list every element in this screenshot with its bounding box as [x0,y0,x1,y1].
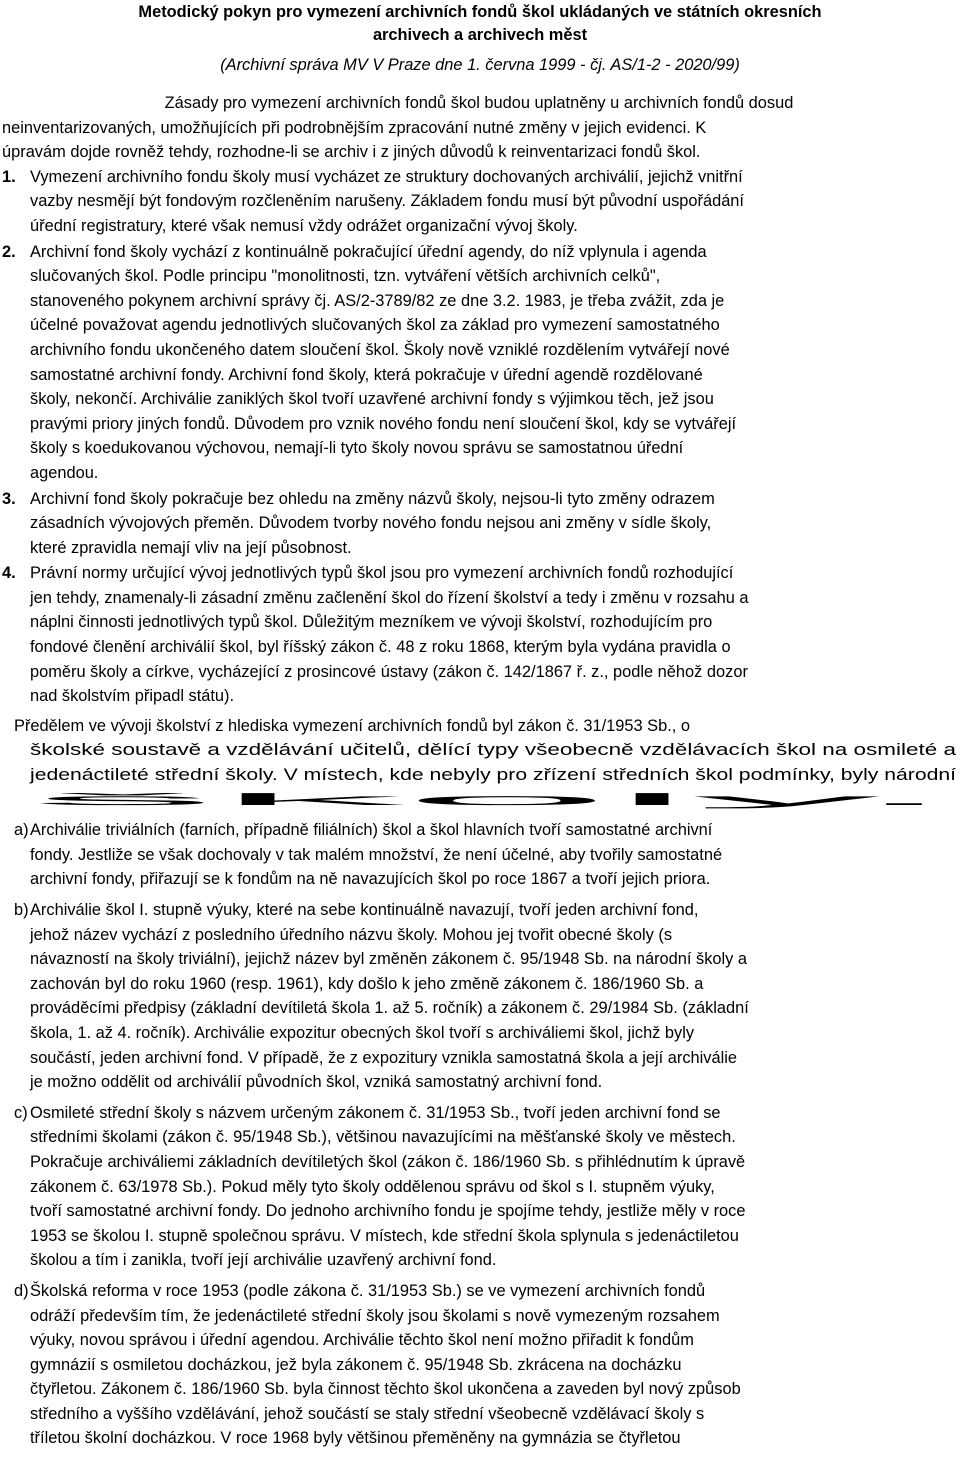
predel-paragraph [0,714,960,812]
section-number: 1. [2,167,16,186]
text-line: jehož název vychází z posledního úředního názvu školy. Mohou jej tvořit obecné školy (s [30,925,673,944]
item-label: d) [14,1281,29,1300]
text-line: úpravám dojde rovněž tehdy, rozhodne-li se archiv i z jiných důvodů k reinventarizaci fondů škol. [2,143,701,162]
text-line: fondy. Jestliže se však dochovaly v tak malém množství, že není účelné, aby tvořily samostatné [30,845,723,864]
text-line: samostatné archivní fondy. Archivní fond školy, která pokračuje v úřední agendě rozdělované [30,365,703,384]
text-line: pravými priory jiných fondů. Důvodem pro vznik nového fondu není sloučení škol, kdy se vytvářejí [30,414,737,433]
text-line: školy, nekončí. Archiválie zaniklých škol tvoří uzavřené archivní fondy s výjimkou těch, jež jsou [30,390,714,409]
text-line: Archiválie triviálních (farních, případně filiálních) škol a škol hlavních tvoří samostatné archivní [30,821,713,840]
text-line: je možno oddělit od archiválií původních škol, vzniká samostatný archivní fond. [30,1073,603,1092]
text-line: účelné považovat agendu jednotlivých slučovaných škol za základ pro vymezení samostatného [30,316,720,335]
text-line: škola, 1. až 4. ročník). Archiválie expozitur obecných škol tvoří s archiváliemi škol, jichž byly [30,1023,695,1042]
text-line: školy s koedukovanou výchovou, nemají-li tyto školy novou správu se samostatnou úřední [30,439,684,458]
title-line: archivech a archivech měst [372,26,588,44]
text-line: jen tehdy, znamenaly-li zásadní změnu začlenění škol do řízení školství a tedy i změnu v rozsahu a [30,588,749,607]
text-line: Osmileté střední školy s názvem určeným zákonem č. 31/1953 Sb., tvoří jeden archivní fond se [30,1103,721,1122]
text-line: školské soustavě a vzdělávání učitelů, dělící typy všeobecně vzdělávacích škol na osmileté a [30,741,956,760]
text-line: Pokračuje archiváliemi základních devítiletých škol (zákon č. 186/1960 Sb. s přihlédnutím k úpravě [30,1152,746,1171]
intro-paragraph [0,91,960,165]
text-line: 1953 se školou I. stupně společnou správu. V místech, kde střední škola splynula s jedenáctiletou [30,1226,739,1245]
text-line: jedenáctileté střední školy. V místech, kde nebyly pro zřízení středních škol podmínky, byly národní [30,766,957,785]
lettered-item [0,1101,960,1273]
text-line: úřední registratury, které však nemusí vždy odrážet organizační vývoj školy. [30,216,578,235]
numbered-section [0,165,960,239]
lettered-item [0,818,960,892]
section-number: 2. [2,242,16,261]
text-line: Předělem ve vývoji školství z hlediska vymezení archivních fondů byl zákon č. 31/1953 Sb., o [14,716,690,735]
text-line: gymnázií s osmiletou docházkou, jež byla zákonem č. 95/1948 Sb. zkrácena na docházku [30,1355,682,1374]
item-label: a) [14,821,29,840]
text-line: agendou. [30,463,99,482]
text-line: náplni činnosti jednotlivých typů škol. Důležitým mezníkem ve vývoji školství, rozhodujícím pro [30,613,713,632]
text-line: stanoveného pokynem archivní správy čj. AS/2-3789/82 ze dne 3.2. 1983, je třeba zvážit, zda je [30,291,725,310]
text-line: čtyřletou. Zákonem č. 186/1960 Sb. byla činnost těchto škol ukončena a zaveden byl nový způsob [30,1380,741,1399]
numbered-section [0,487,960,561]
text-line: výuky, novou správou i úřední agendou. Archiválie těchto škol není možno přiřadit k fondům [30,1331,694,1350]
section-number: 4. [2,564,16,583]
text-line: návazností na školy triviální), jejichž název byl změněn zákonem č. 95/1948 Sb. na národní školy a [30,950,748,969]
section-number: 3. [2,489,16,508]
text-line: Archiválie škol I. stupně výuky, které na sebe kontinuálně navazují, tvoří jeden archivní fond, [30,901,699,919]
lettered-items [0,812,960,1451]
text-line: součástí, jeden archivní fond. V případě, že z expozitury vznikla samostatná škola a její archiválie [30,1048,737,1067]
text-line: Školská reforma v roce 1953 (podle zákona č. 31/1953 Sb.) se ve vymezení archivních fondů [30,1281,706,1300]
text-line: Archivní fond školy vychází z kontinuálně pokračující úřední agendy, do níž vplynula i agenda [30,242,707,261]
numbered-sections [0,165,960,710]
text-line: Vymezení archivního fondu školy musí vycházet ze struktury dochovaných archiválií, jejichž vnitřní [30,167,743,186]
text-line: odráží především tím, že jedenáctileté střední školy jsou školami s nově vymezeným rozsahem [30,1306,720,1325]
text-line: archivního fondu ukončeného datem sloučení škol. Školy nově vzniklé rozdělením vytvářejí nové [30,340,730,359]
text-line: prováděcími předpisy (základní devítiletá škola 1. až 5. ročník) a zákonem č. 29/1984 Sb. (základní [30,999,749,1018]
lettered-item [0,1279,960,1451]
text-line: Zásady pro vymezení archivních fondů škol budou uplatněny u archivních fondů dosud [164,94,794,112]
text-line: archivní fondy, přiřazují se k fondům na ně navazujících škol po roce 1867 a tvoří jejich priora. [30,870,711,889]
item-label: c) [14,1103,28,1122]
text-line: zákonem č. 63/1978 Sb.). Pokud měly tyto školy oddělenou správu od škol s I. stupněm výuky, [30,1177,715,1196]
text-line: neinventarizovaných, umožňujících při podrobnějším zpracování nutné změny v jejich evidenci. K [2,118,707,137]
text-line: středními školami (zákon č. 95/1948 Sb.), většinou navazujícími na měšťanské školy ve městech. [30,1128,736,1147]
document-subtitle: (Archivní správa MV V Praze dne 1. června 1999 - čj. AS/1-2 - 2020/99) [220,56,740,74]
text-line: zásadních vývojových přeměn. Důvodem tvorby nového fondu nejsou ani změny v sídle školy, [30,514,712,533]
lettered-item [0,898,960,1095]
document-title [0,0,960,47]
text-line: tříletou školní docházkou. V roce 1968 byly většinou přeměněny na gymnázia se čtyřletou [30,1429,681,1448]
numbered-section [0,561,960,709]
text-line: školou a tím i zanikla, tvoří její archiválie uzavřený archivní fond. [30,1251,497,1270]
title-line: Metodický pokyn pro vymezení archivních fondů škol ukládaných ve státních okresních [138,3,822,21]
text-line: středního a vyššího vzdělávání, jehož součástí se staly střední všeobecně vzdělávací školy s [30,1404,705,1423]
text-line: tvoří samostatné archivní fondy. Do jednoho archivního fondu je spojíme tehdy, jestliže měly v roce [30,1202,746,1221]
text-line: poměru školy a církve, vycházející z prosincové ústavy (zákon č. 142/1867 ř. z., podle něhož dozor [30,662,748,681]
text-line: které zpravidla nemají vliv na její působnost. [30,538,352,557]
text-line: školy. [30,790,956,809]
text-line: Archivní fond školy pokračuje bez ohledu na změny názvů školy, nejsou-li tyto změny odrazem [30,489,715,508]
text-line: fondové členění archiválií škol, byl říšský zákon č. 48 z roku 1868, kterým byla vydána pravidla o [30,638,731,657]
text-line: nad školstvím připadl státu). [30,687,235,706]
text-line: zachován byl do roku 1960 (resp. 1961), kdy došlo k jeho změně zákonem č. 186/1960 Sb. a [30,974,704,993]
text-line: vazby nesmějí být fondovým rozčleněním narušeny. Základem fondu musí být původní uspořádání [30,192,744,211]
text-line: slučovaných škol. Podle principu "monolitnosti, tzn. vytváření větších archivních celků", [30,267,661,286]
numbered-section [0,240,960,486]
text-line: Právní normy určující vývoj jednotlivých typů škol jsou pro vymezení archivních fondů rozhodující [30,564,734,583]
item-label: b) [14,901,29,919]
